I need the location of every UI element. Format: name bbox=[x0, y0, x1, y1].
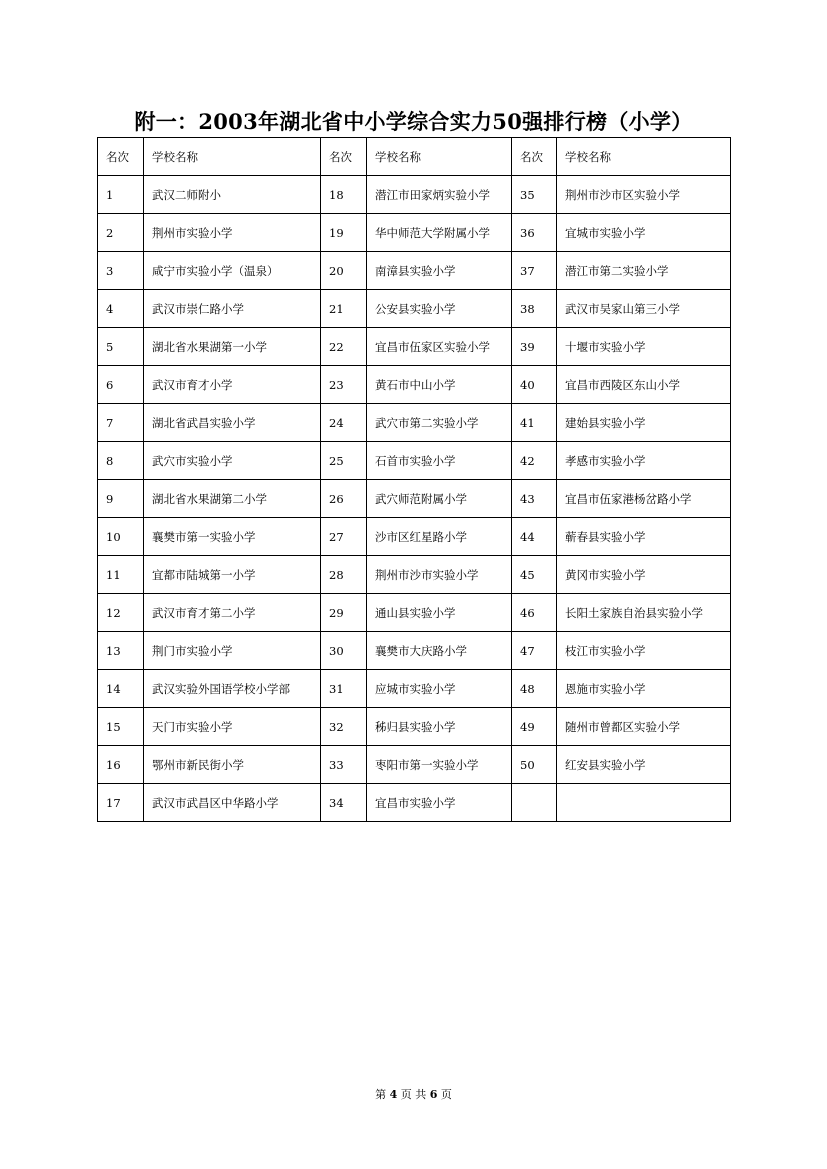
school-name-cell: 通山县实验小学 bbox=[367, 594, 512, 632]
page-footer bbox=[0, 1086, 827, 1102]
school-name-cell: 黄石市中山小学 bbox=[367, 366, 512, 404]
school-name-cell: 荆门市实验小学 bbox=[144, 632, 321, 670]
school-name-cell: 宜昌市西陵区东山小学 bbox=[557, 366, 731, 404]
school-name-cell: 武汉市吴家山第三小学 bbox=[557, 290, 731, 328]
rank-cell: 7 bbox=[98, 404, 144, 442]
table-row bbox=[98, 746, 731, 784]
footer-page-number: 4 bbox=[389, 1088, 398, 1101]
rank-cell: 26 bbox=[321, 480, 367, 518]
rank-cell: 31 bbox=[321, 670, 367, 708]
school-name-cell: 襄樊市大庆路小学 bbox=[367, 632, 512, 670]
rank-cell: 8 bbox=[98, 442, 144, 480]
school-name-cell: 宜城市实验小学 bbox=[557, 214, 731, 252]
school-name-cell: 蕲春县实验小学 bbox=[557, 518, 731, 556]
table-row bbox=[98, 366, 731, 404]
school-name-cell: 荆州市沙市区实验小学 bbox=[557, 176, 731, 214]
footer-suffix: 页 bbox=[440, 1088, 452, 1101]
footer-total-pages: 6 bbox=[429, 1088, 438, 1101]
school-name-cell: 襄樊市第一实验小学 bbox=[144, 518, 321, 556]
school-header: 学校名称 bbox=[144, 138, 321, 176]
rank-cell: 22 bbox=[321, 328, 367, 366]
rank-cell: 18 bbox=[321, 176, 367, 214]
school-name-cell: 天门市实验小学 bbox=[144, 708, 321, 746]
school-name-cell: 潜江市第二实验小学 bbox=[557, 252, 731, 290]
school-name-cell: 孝感市实验小学 bbox=[557, 442, 731, 480]
rank-cell: 15 bbox=[98, 708, 144, 746]
table-row bbox=[98, 290, 731, 328]
school-name-cell: 应城市实验小学 bbox=[367, 670, 512, 708]
footer-middle: 页 共 bbox=[400, 1088, 427, 1101]
school-name-cell: 武汉市育才小学 bbox=[144, 366, 321, 404]
table-row bbox=[98, 214, 731, 252]
school-name-cell: 武汉市武昌区中华路小学 bbox=[144, 784, 321, 822]
rank-cell: 48 bbox=[512, 670, 557, 708]
rank-cell: 14 bbox=[98, 670, 144, 708]
school-name-cell: 秭归县实验小学 bbox=[367, 708, 512, 746]
rank-cell: 30 bbox=[321, 632, 367, 670]
school-name-cell: 黄冈市实验小学 bbox=[557, 556, 731, 594]
rank-cell: 43 bbox=[512, 480, 557, 518]
school-name-cell: 宜昌市伍家港杨岔路小学 bbox=[557, 480, 731, 518]
school-name-cell: 武汉市育才第二小学 bbox=[144, 594, 321, 632]
rank-header: 名次 bbox=[321, 138, 367, 176]
school-name-cell: 武穴师范附属小学 bbox=[367, 480, 512, 518]
rank-cell: 16 bbox=[98, 746, 144, 784]
rank-cell: 38 bbox=[512, 290, 557, 328]
rank-header: 名次 bbox=[98, 138, 144, 176]
page-title: 附一：2003年湖北省中小学综合实力50强排行榜（小学） bbox=[134, 109, 693, 134]
school-name-cell: 荆州市实验小学 bbox=[144, 214, 321, 252]
rank-cell: 19 bbox=[321, 214, 367, 252]
rank-cell: 40 bbox=[512, 366, 557, 404]
school-name-cell: 沙市区红星路小学 bbox=[367, 518, 512, 556]
rank-cell: 4 bbox=[98, 290, 144, 328]
rank-cell: 23 bbox=[321, 366, 367, 404]
school-name-cell: 武汉实验外国语学校小学部 bbox=[144, 670, 321, 708]
school-name-cell: 华中师范大学附属小学 bbox=[367, 214, 512, 252]
rank-cell: 24 bbox=[321, 404, 367, 442]
table-row bbox=[98, 594, 731, 632]
rank-cell: 34 bbox=[321, 784, 367, 822]
rank-cell: 41 bbox=[512, 404, 557, 442]
school-name-cell: 荆州市沙市实验小学 bbox=[367, 556, 512, 594]
school-name-cell: 长阳土家族自治县实验小学 bbox=[557, 594, 731, 632]
table-row bbox=[98, 518, 731, 556]
rank-cell: 3 bbox=[98, 252, 144, 290]
school-header: 学校名称 bbox=[557, 138, 731, 176]
school-name-cell: 宜昌市实验小学 bbox=[367, 784, 512, 822]
table-row bbox=[98, 632, 731, 670]
rank-cell: 47 bbox=[512, 632, 557, 670]
rank-cell: 50 bbox=[512, 746, 557, 784]
school-name-cell: 湖北省武昌实验小学 bbox=[144, 404, 321, 442]
rank-cell: 44 bbox=[512, 518, 557, 556]
rank-cell: 39 bbox=[512, 328, 557, 366]
school-name-cell: 武穴市实验小学 bbox=[144, 442, 321, 480]
table-row bbox=[98, 252, 731, 290]
school-name-cell: 建始县实验小学 bbox=[557, 404, 731, 442]
school-name-cell: 枣阳市第一实验小学 bbox=[367, 746, 512, 784]
rank-cell: 17 bbox=[98, 784, 144, 822]
school-name-cell: 咸宁市实验小学（温泉） bbox=[144, 252, 321, 290]
rank-cell: 46 bbox=[512, 594, 557, 632]
school-name-cell: 宜昌市伍家区实验小学 bbox=[367, 328, 512, 366]
rank-cell: 12 bbox=[98, 594, 144, 632]
rank-cell: 13 bbox=[98, 632, 144, 670]
rank-cell: 25 bbox=[321, 442, 367, 480]
rank-cell: 45 bbox=[512, 556, 557, 594]
school-name-cell: 宜都市陆城第一小学 bbox=[144, 556, 321, 594]
school-name-cell: 武汉市崇仁路小学 bbox=[144, 290, 321, 328]
rank-cell: 10 bbox=[98, 518, 144, 556]
rank-cell: 35 bbox=[512, 176, 557, 214]
rank-cell: 11 bbox=[98, 556, 144, 594]
school-name-cell: 十堰市实验小学 bbox=[557, 328, 731, 366]
school-name-cell bbox=[557, 784, 731, 822]
table-row bbox=[98, 708, 731, 746]
footer-prefix: 第 bbox=[375, 1088, 387, 1101]
rank-cell: 49 bbox=[512, 708, 557, 746]
school-name-cell: 湖北省水果湖第二小学 bbox=[144, 480, 321, 518]
school-name-cell: 武穴市第二实验小学 bbox=[367, 404, 512, 442]
rank-cell: 32 bbox=[321, 708, 367, 746]
rank-cell: 36 bbox=[512, 214, 557, 252]
rank-cell bbox=[512, 784, 557, 822]
rank-cell: 5 bbox=[98, 328, 144, 366]
table-row bbox=[98, 442, 731, 480]
school-name-cell: 潜江市田家炳实验小学 bbox=[367, 176, 512, 214]
school-name-cell: 枝江市实验小学 bbox=[557, 632, 731, 670]
rank-cell: 1 bbox=[98, 176, 144, 214]
rank-cell: 2 bbox=[98, 214, 144, 252]
school-name-cell: 公安县实验小学 bbox=[367, 290, 512, 328]
table-row bbox=[98, 784, 731, 822]
table-row bbox=[98, 328, 731, 366]
rank-cell: 33 bbox=[321, 746, 367, 784]
school-name-cell: 鄂州市新民街小学 bbox=[144, 746, 321, 784]
table-row bbox=[98, 404, 731, 442]
rank-header: 名次 bbox=[512, 138, 557, 176]
rank-cell: 6 bbox=[98, 366, 144, 404]
school-name-cell: 武汉二师附小 bbox=[144, 176, 321, 214]
rank-cell: 27 bbox=[321, 518, 367, 556]
school-name-cell: 随州市曾都区实验小学 bbox=[557, 708, 731, 746]
school-name-cell: 红安县实验小学 bbox=[557, 746, 731, 784]
table-row bbox=[98, 556, 731, 594]
rank-cell: 28 bbox=[321, 556, 367, 594]
table-row bbox=[98, 670, 731, 708]
school-name-cell: 石首市实验小学 bbox=[367, 442, 512, 480]
table-row bbox=[98, 480, 731, 518]
rank-cell: 37 bbox=[512, 252, 557, 290]
rank-cell: 20 bbox=[321, 252, 367, 290]
table-header-row bbox=[98, 138, 731, 176]
school-name-cell: 南漳县实验小学 bbox=[367, 252, 512, 290]
rank-cell: 42 bbox=[512, 442, 557, 480]
rank-cell: 29 bbox=[321, 594, 367, 632]
school-name-cell: 湖北省水果湖第一小学 bbox=[144, 328, 321, 366]
table-row bbox=[98, 176, 731, 214]
school-header: 学校名称 bbox=[367, 138, 512, 176]
rank-cell: 9 bbox=[98, 480, 144, 518]
rank-cell: 21 bbox=[321, 290, 367, 328]
school-name-cell: 恩施市实验小学 bbox=[557, 670, 731, 708]
ranking-table bbox=[97, 137, 731, 822]
